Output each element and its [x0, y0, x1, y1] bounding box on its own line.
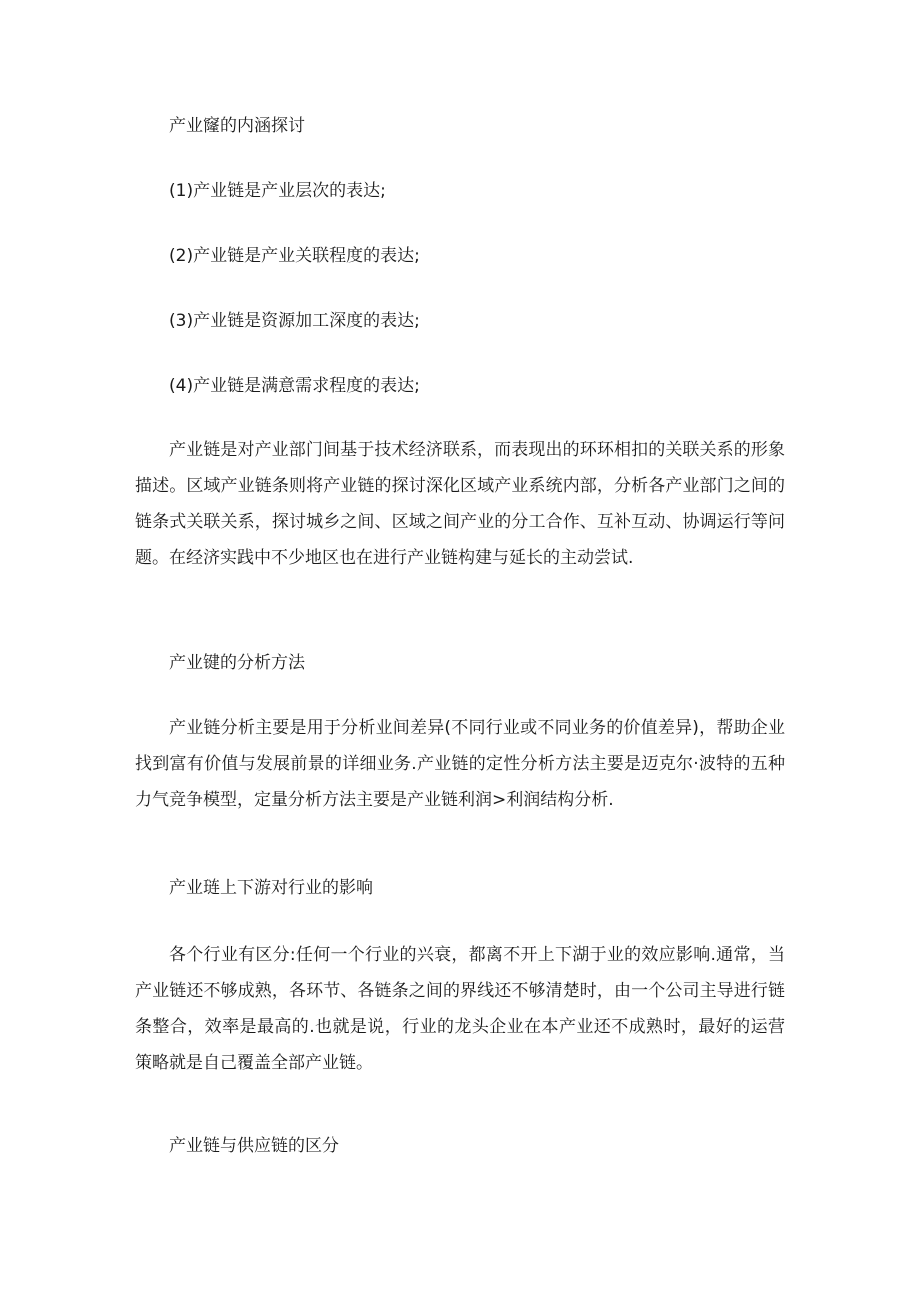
list-item-1: (1)产业链是产业层次的表达;	[169, 181, 386, 201]
section-heading-methods: 产业键的分析方法	[169, 653, 305, 673]
paragraph-definition: 产业链是对产业部门间基于技术经济联系，而表现出的环环相扣的关联关系的形象描述。区域产业链条则将产业链的探讨深化区域产业系统内部，分析各产业部门之间的链条式关联关系，探讨城乡之间、区域之间产业的分工合作、互补互动、协调运行等问题。在经济实践中不少地区也在进行产业链构建与延长的主动尝试.	[135, 440, 785, 568]
section-heading-upstream-downstream: 产业琏上下游对行业的影响	[169, 878, 373, 898]
paragraph-upstream-downstream: 各个行业有区分:任何一个行业的兴衰，都离不开上下湖于业的效应影响.通常，当产业链还不够成熟，各环节、各链条之间的界线还不够清楚时，由一个公司主导进行链条整合，效率是最高的.也就是说，行业的龙头企业在本产业还不成熟时，最好的运营策略就是自己覆盖全部产业链。	[135, 945, 785, 1073]
list-item-2: (2)产业链是产业关联程度的表达;	[169, 246, 420, 266]
list-item-3: (3)产业链是资源加工深度的表达;	[169, 311, 420, 331]
paragraph-methods: 产业链分析主要是用于分析业间差异(不同行业或不同业务的价值差异)，帮助企业找到富有价值与发展前景的详细业务.产业链的定性分析方法主要是迈克尔·波特的五种力气竞争模型，定量分析方法主要是产业链利润>利润结构分析.	[135, 718, 785, 810]
list-item-4: (4)产业链是满意需求程度的表达;	[169, 376, 420, 396]
section-heading-connotation: 产业窿的内涵探讨	[169, 116, 305, 136]
section-heading-supply-chain: 产业链与供应链的区分	[169, 1136, 339, 1156]
